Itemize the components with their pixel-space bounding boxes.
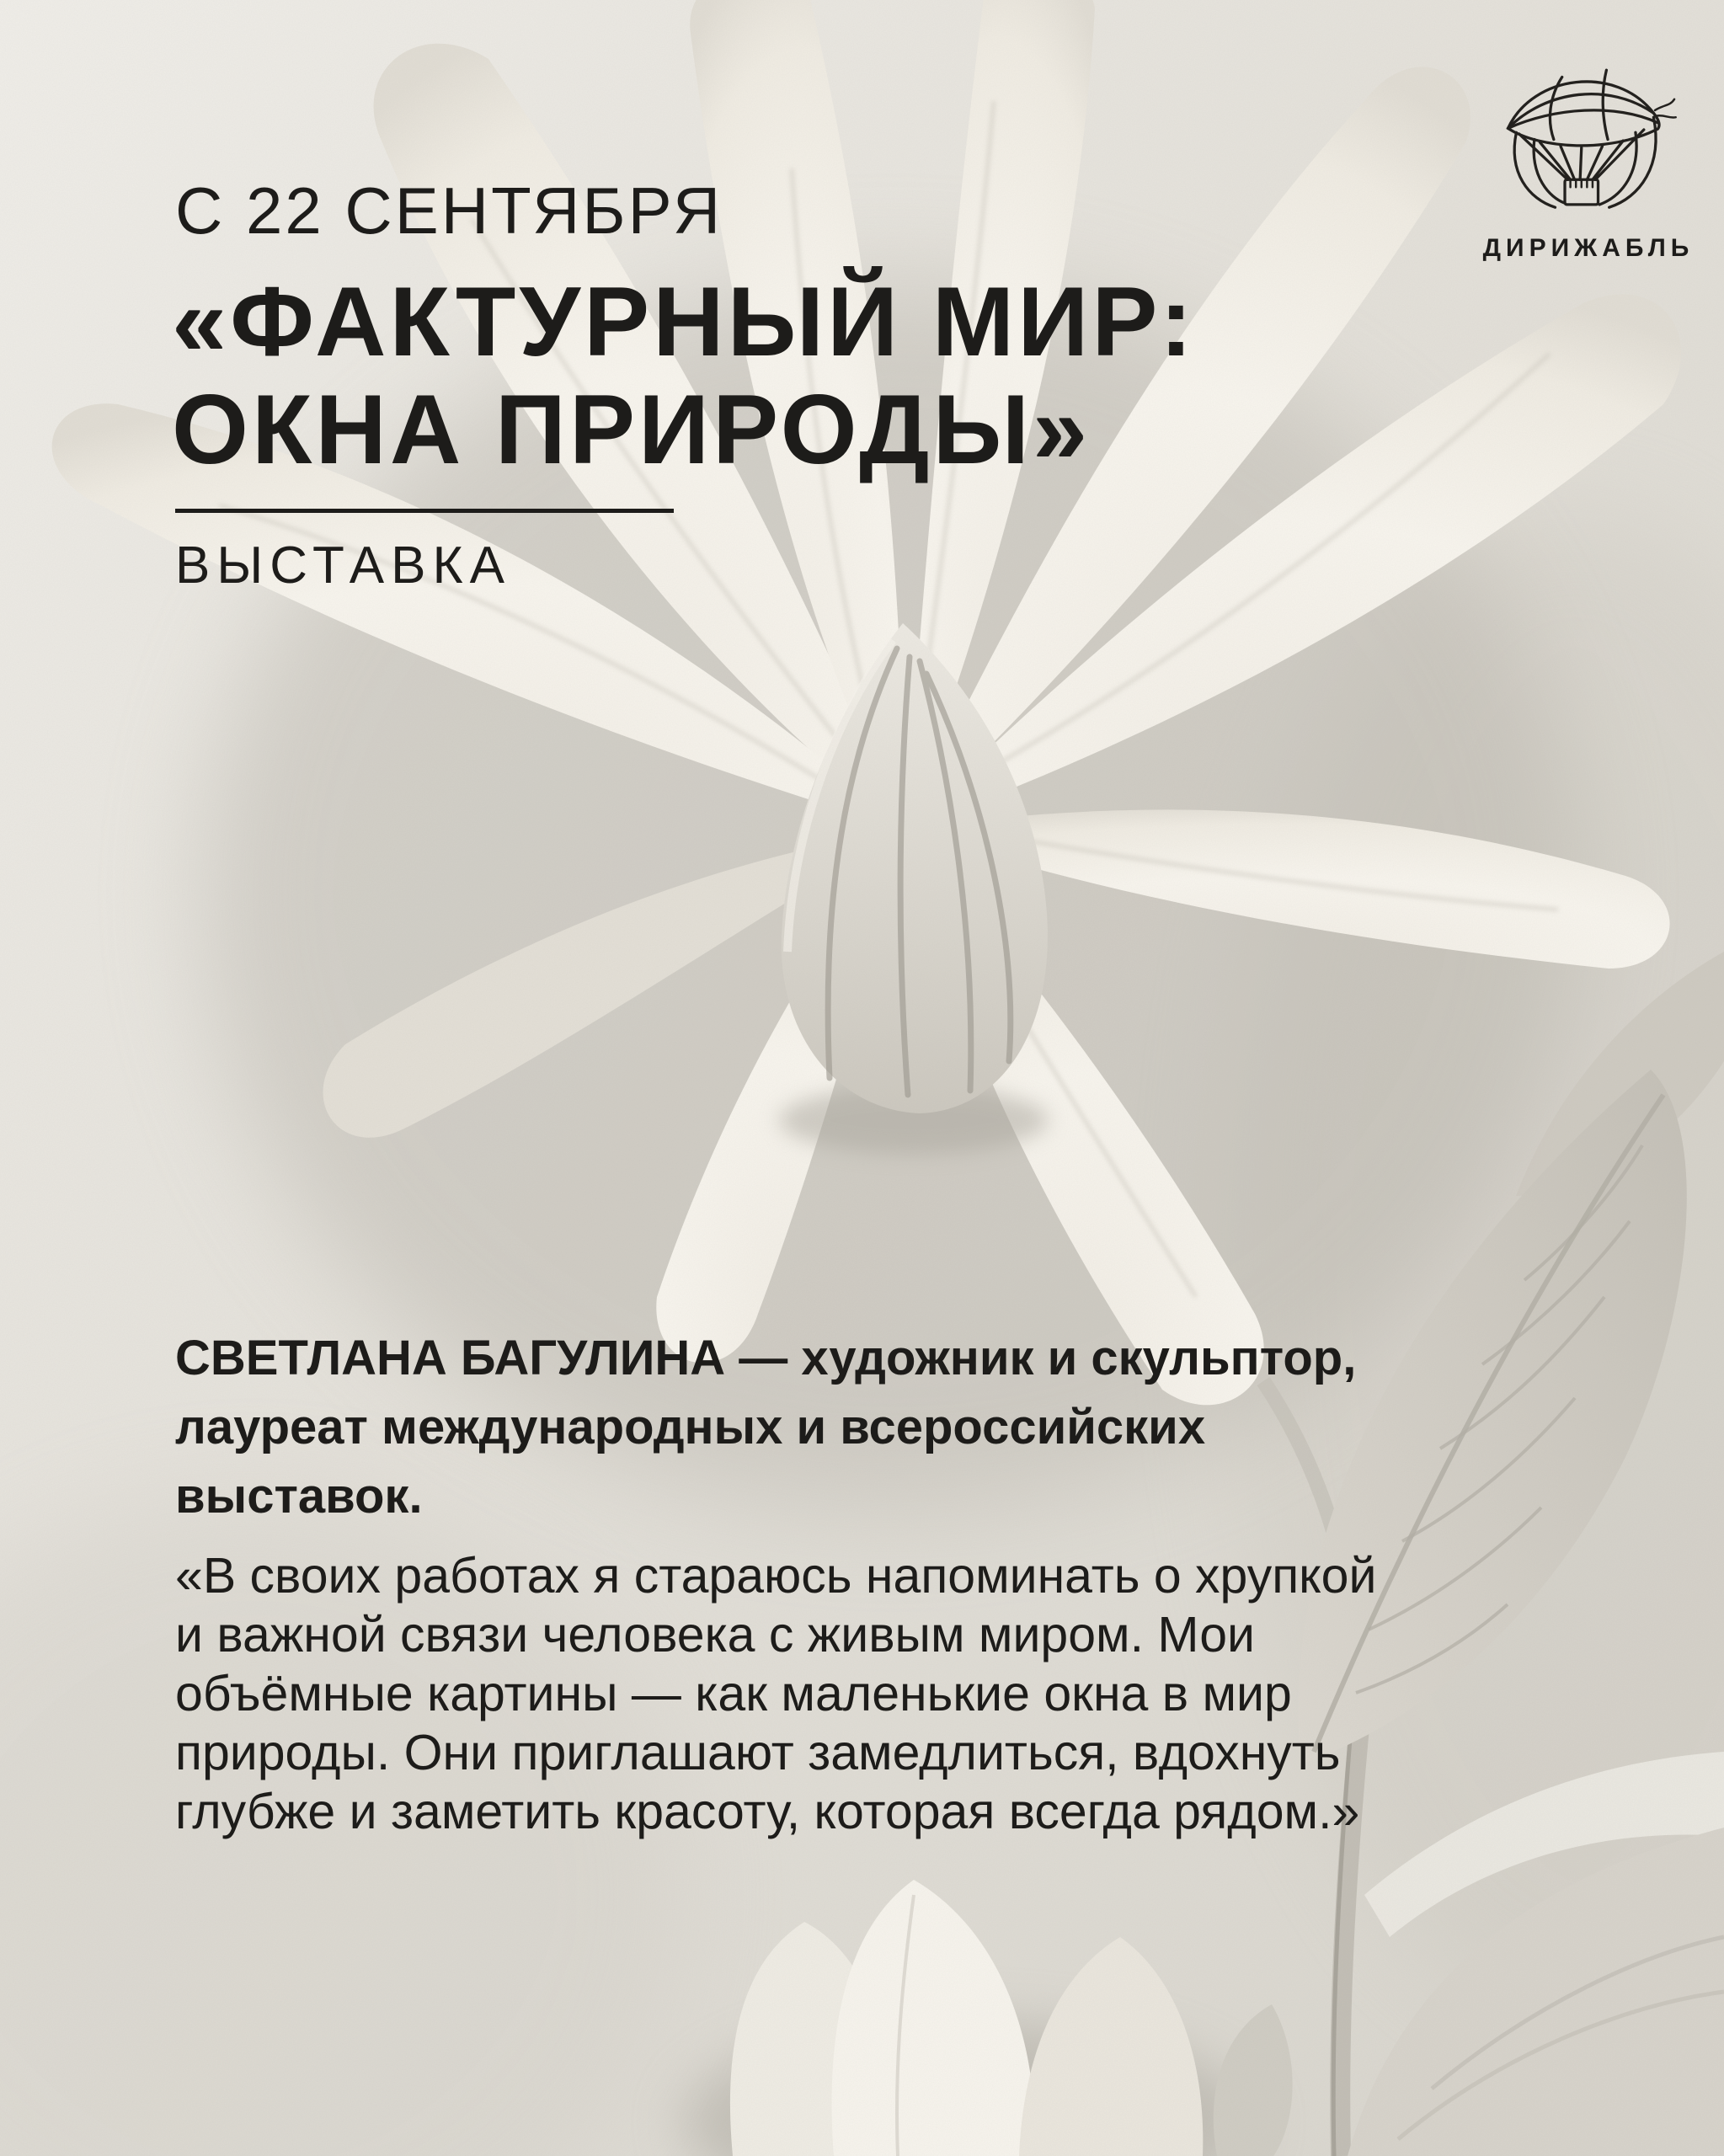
quote-line: «В своих работах я стараюсь напоминать о хрупкой <box>175 1548 1377 1604</box>
exhibition-title-line-2: ОКНА ПРИРОДЫ» <box>172 374 1092 484</box>
artist-quote <box>175 1546 1376 1841</box>
event-type-label: ВЫСТАВКА <box>175 536 511 595</box>
artist-intro-line: СВЕТЛАНА БАГУЛИНА — художник и скульптор, <box>175 1331 1357 1385</box>
quote-line: и важной связи человека с живым миром. Мои <box>175 1607 1255 1662</box>
date-text: С 22 СЕНТЯБРЯ <box>175 173 723 248</box>
exhibition-title-line-1: «ФАКТУРНЫЙ МИР: <box>172 266 1196 376</box>
artist-intro-line: лауреат международных и всероссийских <box>175 1400 1206 1454</box>
artist-intro <box>175 1324 1356 1531</box>
gallery-logo <box>1470 56 1706 263</box>
airship-icon <box>1498 56 1679 227</box>
quote-line: глубже и заметить красоту, которая всегда рядом.» <box>175 1784 1360 1839</box>
quote-line: природы. Они приглашают замедлиться, вдохнуть <box>175 1725 1341 1780</box>
artist-intro-line: выставок. <box>175 1469 423 1524</box>
exhibition-title <box>172 268 1196 483</box>
logo-label: ДИРИЖАБЛЬ <box>1482 234 1695 262</box>
title-divider <box>175 509 674 513</box>
quote-line: объёмные картины — как маленькие окна в мир <box>175 1666 1292 1721</box>
